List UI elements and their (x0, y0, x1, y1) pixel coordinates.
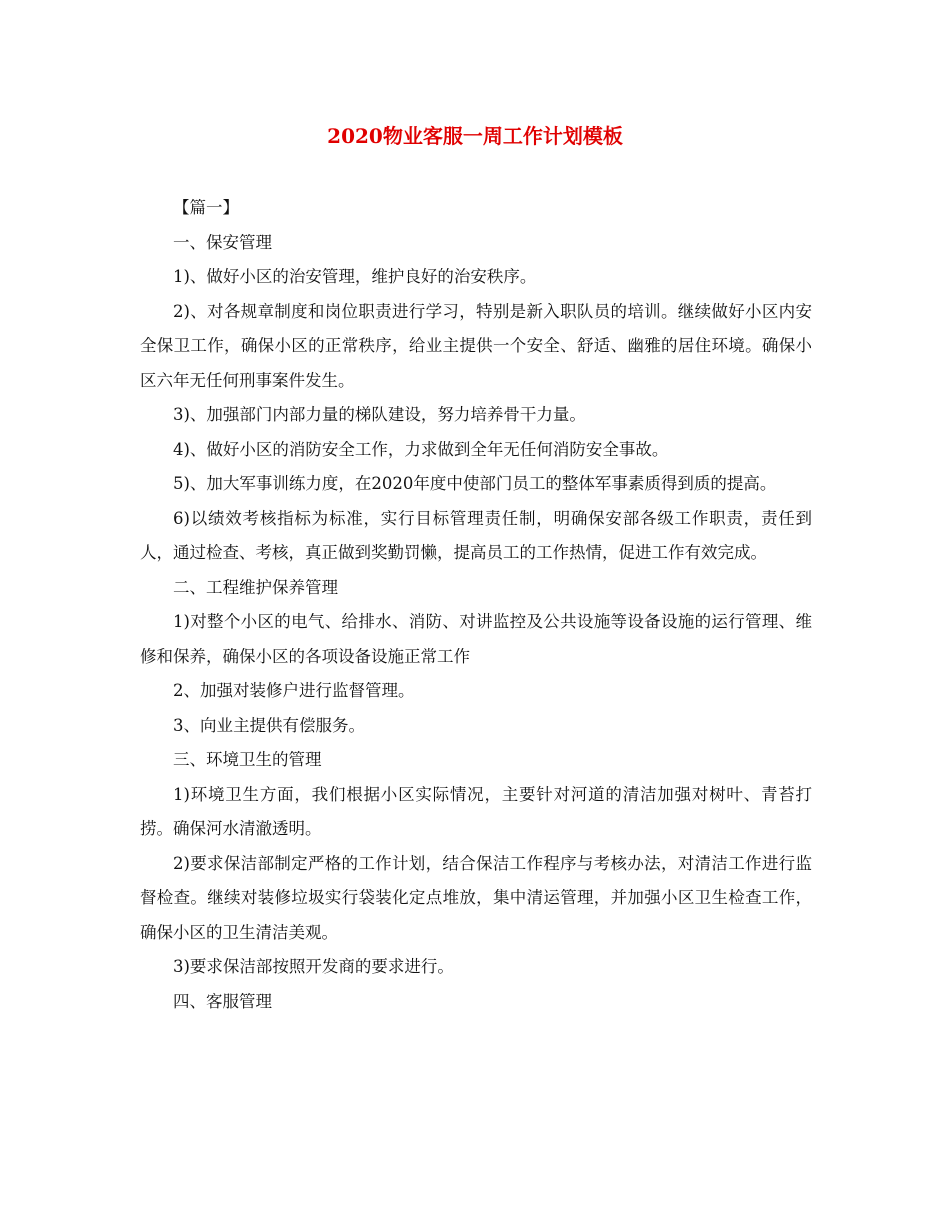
document-title: 2020物业客服一周工作计划模板 (327, 124, 623, 148)
paragraph: 3)、加强部门内部力量的梯队建设，努力培养骨干力量。 (173, 405, 586, 424)
paragraph: 3)要求保洁部按照开发商的要求进行。 (173, 957, 454, 976)
document-body (140, 191, 812, 1019)
section-heading-customer-service: 四、客服管理 (173, 991, 272, 1011)
paragraph: 5)、加大军事训练力度，在2020年度中使部门员工的整体军事素质得到质的提高。 (173, 474, 777, 493)
section-heading-security: 一、保安管理 (173, 232, 272, 252)
paragraph: 1)、做好小区的治安管理，维护良好的治安秩序。 (173, 267, 537, 286)
paragraph: 4)、做好小区的消防安全工作，力求做到全年无任何消防安全事故。 (173, 439, 669, 459)
paragraph: 6)以绩效考核指标为标准，实行目标管理责任制，明确保安部各级工作职责，责任到人，通过检查、考核，真正做到奖勤罚懒，提高员工的工作热情，促进工作有效完成。 (140, 508, 812, 562)
paragraph: 2)、对各规章制度和岗位职责进行学习，特别是新入职队员的培训。继续做好小区内安全保卫工作，确保小区的正常秩序，给业主提供一个安全、舒适、幽雅的居住环境。确保小区六年无任何刑事案件发生。 (140, 301, 812, 390)
paragraph: 3、向业主提供有偿服务。 (173, 715, 365, 735)
paragraph: 1)对整个小区的电气、给排水、消防、对讲监控及公共设施等设备设施的运行管理、维修和保养，确保小区的各项设备设施正常工作 (140, 612, 812, 666)
paragraph: 2、加强对装修户进行监督管理。 (173, 681, 415, 700)
section-heading-engineering: 二、工程维护保养管理 (173, 577, 338, 597)
section-heading-sanitation: 三、环境卫生的管理 (173, 750, 322, 769)
paragraph: 1)环境卫生方面，我们根据小区实际情况，主要针对河道的清洁加强对树叶、青苔打捞。确保河水清澈透明。 (140, 784, 812, 838)
section-label: 【篇一】 (173, 198, 239, 217)
paragraph: 2)要求保洁部制定严格的工作计划，结合保洁工作程序与考核办法，对清洁工作进行监督检查。继续对装修垃圾实行袋装化定点堆放，集中清运管理，并加强小区卫生检查工作，确保小区的卫生清洁美观。 (140, 853, 812, 942)
